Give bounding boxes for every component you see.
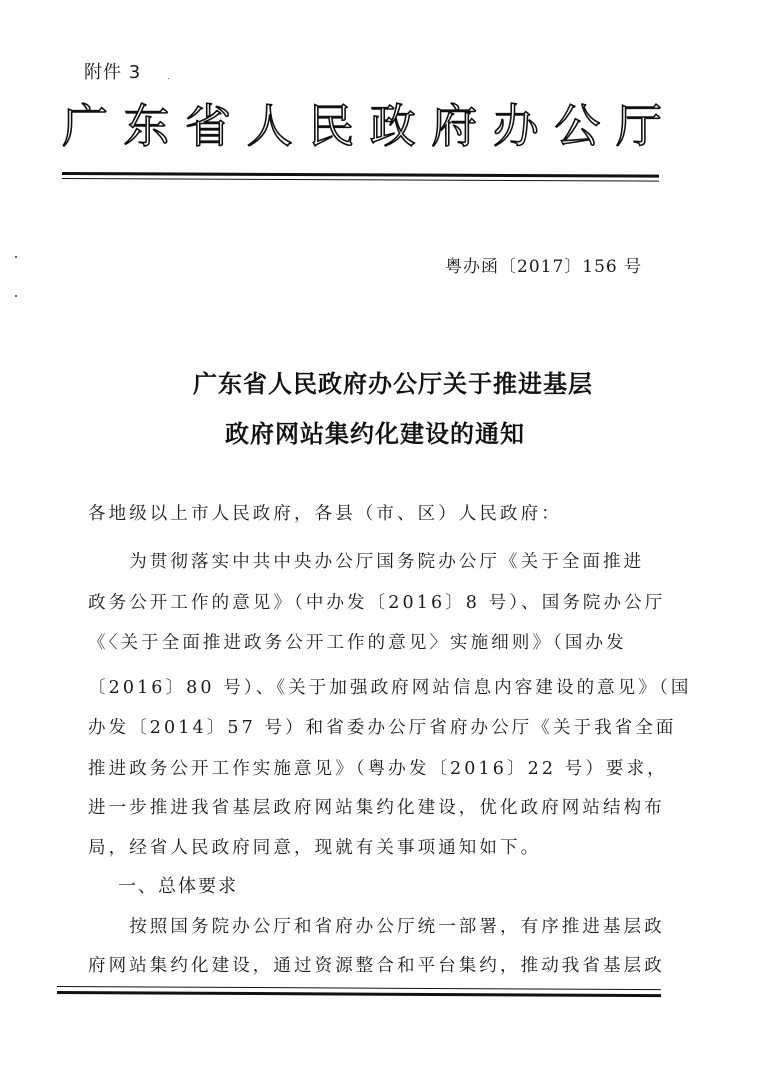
notice-title-line-1: 广东省人民政府办公厅关于推进基层 xyxy=(193,369,593,398)
section-body-line: 按照国务院办公厅和省府办公厅统一部署，有序推进基层政 xyxy=(88,917,665,937)
body-line: 办发〔2014〕57 号）和省委办公厅省府办公厅《关于我省全面 xyxy=(88,718,677,738)
letterhead-char: 政 xyxy=(369,99,416,153)
footer-rule-thick xyxy=(57,991,661,997)
document-number: 粤办函〔2017〕156 号 xyxy=(445,257,643,277)
section-body-line: 府网站集约化建设，通过资源整合和平台集约，推动我省基层政 xyxy=(88,956,665,976)
letterhead-char: 广 xyxy=(62,99,108,153)
body-line: 为贯彻落实中共中央办公厅国务院办公厅《关于全面推进 xyxy=(88,552,645,572)
scan-speck xyxy=(168,78,169,79)
section-heading: 一、总体要求 xyxy=(118,876,238,897)
letterhead-char: 府 xyxy=(431,99,478,153)
body-line: 〔2016〕80 号）、《关于加强政府网站信息内容建设的意见》（国 xyxy=(88,678,692,698)
body-line: 局，经省人民政府同意，现就有关事项通知如下。 xyxy=(88,838,542,858)
letterhead-char: 公 xyxy=(554,99,601,153)
letterhead-char: 民 xyxy=(308,99,355,153)
footer-rule-thin xyxy=(57,986,661,990)
attachment-label: 附件 3 xyxy=(84,62,142,83)
body-line: 进一步推进我省基层政府网站集约化建设，优化政府网站结构布 xyxy=(88,798,665,818)
header-rule-thick xyxy=(62,172,659,178)
scan-speck xyxy=(15,295,17,297)
letterhead-char: 办 xyxy=(492,99,539,153)
letterhead-char: 厅 xyxy=(615,99,662,153)
header-rule-thin xyxy=(62,178,659,182)
letterhead-char: 东 xyxy=(123,99,170,153)
body-line: 推进政务公开工作实施意见》（粤办发〔2016〕22 号）要求， xyxy=(88,759,668,779)
addressee: 各地级以上市人民政府，各县（市、区）人民政府： xyxy=(88,504,562,524)
notice-title-line-2: 政府网站集约化建设的通知 xyxy=(225,419,525,448)
letterhead-title xyxy=(62,96,662,156)
letterhead-char: 省 xyxy=(185,99,232,153)
scan-speck xyxy=(15,256,17,258)
body-line: 政务公开工作的意见》（中办发〔2016〕8 号）、国务院办公厅 xyxy=(88,593,666,613)
letterhead-char: 人 xyxy=(246,99,293,153)
body-line: 《〈关于全面推进政务公开工作的意见〉实施细则》（国办发 xyxy=(88,633,627,653)
